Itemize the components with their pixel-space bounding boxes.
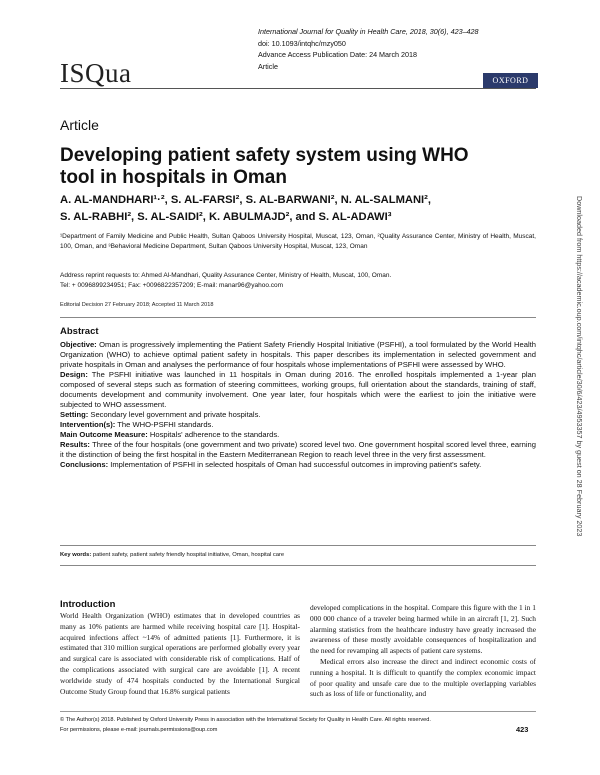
abstract-outcome: Main Outcome Measure: Hospitals' adherence to the standards.	[60, 430, 280, 439]
isqua-logo: ISQua	[60, 58, 132, 88]
author-line-1: A. AL-MANDHARI¹·², S. AL-FARSI², S. AL-BARWANI², N. AL-SALMANI²,	[60, 194, 432, 206]
intro-paragraph-2: developed complications in the hospital. Compare this figure with the 1 in 1 000 000 chance of a traveler being harmed while in an aircraft [1, 2]. Such alarming statistics from the healthcare industry have greatly increased the awareness of these mostly avoidable consequences of hospitalization and the need for revamping all aspects of patient care systems.	[310, 603, 536, 656]
keywords: Key words: patient safety, patient safety friendly hospital initiative, Oman, hospital care	[60, 552, 285, 558]
keywords-rule	[60, 565, 536, 566]
abstract-rule-bottom	[60, 545, 536, 546]
journal-citation: International Journal for Quality in Health Care, 2018, 30(6), 423–428	[258, 27, 479, 36]
abstract-results: Results: Three of the four hospitals (one government and two private) scored level two. One government hospital scored level three, earning it the distinction of being the first hospital in the Eastern Mediterranean Region to reach level three in the very first assessment.	[60, 440, 536, 459]
doi-link[interactable]: doi: 10.1093/intqhc/mzy050	[258, 38, 346, 48]
oxford-badge: OXFORD	[483, 73, 538, 88]
page-number: 423	[516, 725, 529, 734]
introduction-column-1	[60, 611, 300, 697]
introduction-column-2	[310, 603, 536, 700]
reprint-address: Address reprint requests to: Ahmed Al-Mandhari, Quality Assurance Center, Ministry of Health, Muscat, 100, Oman.	[60, 272, 392, 279]
intro-paragraph-1: World Health Organization (WHO) estimates that in developed countries as many as 10% patients are harmed while receiving hospital care [1]. Hospital-acquired infections affect ~14% of admitted patients [1]. Furthermore, it is estimated that 310 million surgical operations are performed globally every year and surgical care is associated with considerable risk of complications. Half of the complications associated with surgical care are avoidable [1]. A recent worldwide study of 474 hospitals conducted by the International Surgical Outcome Study Group found that 16.8% surgical patients	[60, 611, 300, 696]
abstract-rule-top	[60, 317, 536, 318]
abstract-body	[60, 340, 536, 470]
section-label: Article	[60, 117, 99, 133]
journal-info	[258, 26, 498, 72]
download-note: Downloaded from https://academic.oup.com/intqhc/article/30/6/423/4953357 by guest on 28 February 2023	[575, 196, 584, 537]
footer	[60, 715, 536, 735]
article-title: Developing patient safety system using WHO tool in hospitals in Oman	[60, 145, 469, 188]
header-rule	[60, 88, 536, 89]
reprint-contact: Tel: + 0096899234951; Fax: +0096822357209; E-mail: manar96@yahoo.com	[60, 282, 284, 289]
abstract-conclusions: Conclusions: Implementation of PSFHI in selected hospitals of Oman had successful outcomes in improving patient's safety.	[60, 460, 482, 469]
abstract-design: Design: The PSFHI initiative was launched in 11 hospitals in Oman during 2016. The enrolled hospitals implemented a 1-year plan composed of several steps such as formation of steering committees, working groups, full orientation about the standards, training of staff, documents development and community involvement. One year later, four hospitals which were the earliest to join the initiative were subjected to WHO assessment.	[60, 370, 536, 409]
abstract-intervention: Intervention(s): The WHO-PSFHI standards.	[60, 420, 214, 429]
author-line-2: S. AL-RABHI², S. AL-SAIDI², K. ABULMAJD², and S. AL-ADAWI³	[60, 211, 392, 223]
introduction-heading: Introduction	[60, 599, 116, 610]
reprint-info	[60, 271, 536, 291]
abstract-setting: Setting: Secondary level government and private hospitals.	[60, 410, 261, 419]
author-list	[60, 192, 530, 226]
intro-paragraph-3: Medical errors also increase the direct and indirect economic costs of running a hospital. It is difficult to quantify the complex economic impact of poor quality and unsafe care due to the multiple overlapping variables such as loss of life or functionality, and	[310, 656, 536, 699]
abstract-heading: Abstract	[60, 326, 99, 337]
footer-rule	[60, 711, 536, 712]
article-type: Article	[258, 61, 278, 71]
affiliations: ¹Department of Family Medicine and Public Health, Sultan Qaboos University Hospital, Muscat, 123, Oman, ²Quality Assurance Center, Ministry of Health, Muscat, 100, Oman, and ³Behavioral Medicine Department, Sultan Qaboos University Hospital, Muscat, 123, Oman	[60, 233, 536, 250]
copyright: © The Author(s) 2018. Published by Oxford University Press in association with the International Society for Quality in Health Care. All rights reserved.	[60, 717, 431, 723]
editorial-dates: Editorial Decision 27 February 2018; Accepted 11 March 2018	[60, 302, 214, 308]
publication-date: Advance Access Publication Date: 24 March 2018	[258, 50, 418, 59]
abstract-objective: Objective: Oman is progressively implementing the Patient Safety Friendly Hospital Initiative (PSFHI), a tool formulated by the World Health Organization (WHO) to achieve optimal patient safety in hospitals. This paper describes its implementation in selected government and private hospitals in Oman and analyses the performance of four hospitals whose implementations of PSFHI were assessed by WHO.	[60, 340, 536, 369]
permissions[interactable]: For permissions, please e-mail: journals.permissions@oup.com	[60, 727, 218, 733]
